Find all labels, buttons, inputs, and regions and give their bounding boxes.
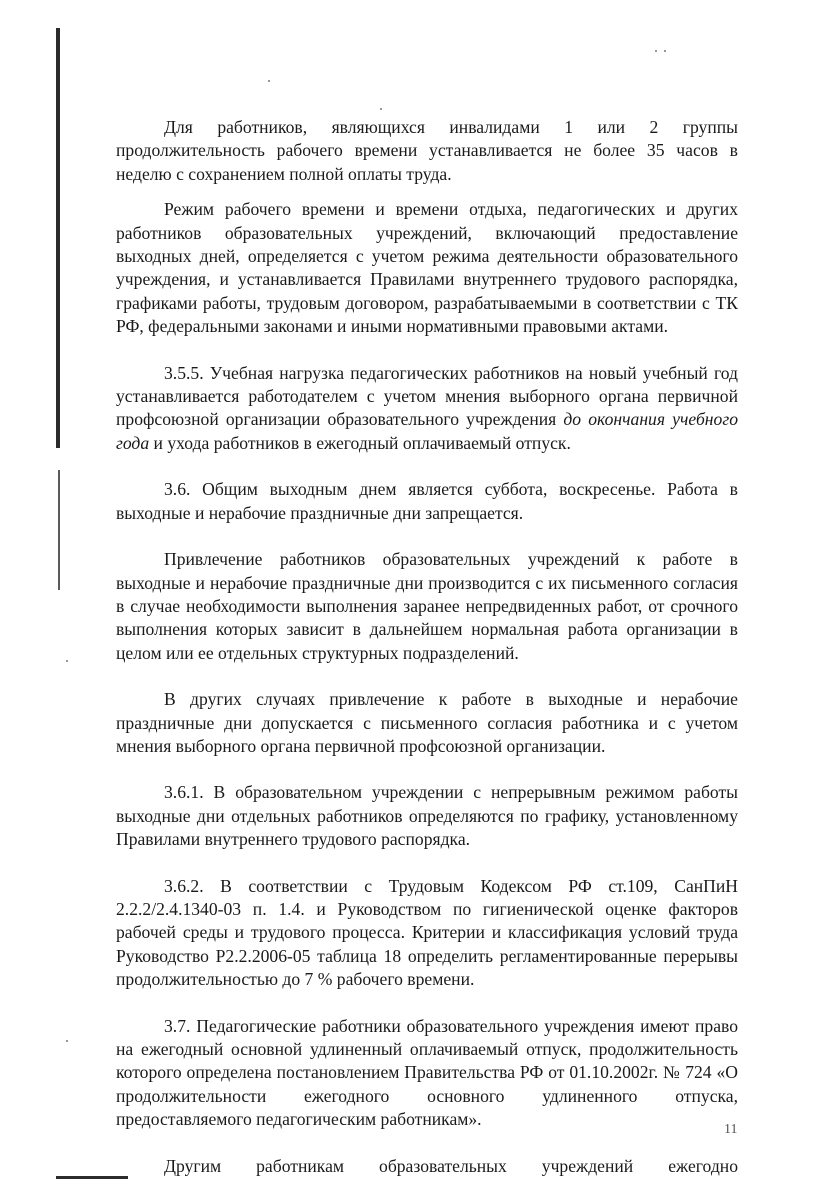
scan-speck xyxy=(268,80,270,82)
paragraph-3-5-5-emphasis: до окончания учебного года xyxy=(116,409,738,453)
scan-speck xyxy=(66,660,68,662)
page-number: 11 xyxy=(724,1122,738,1137)
scan-speck xyxy=(66,1040,68,1042)
paragraph-3-6-2: 3.6.2. В соответствии с Трудовым Кодексом РФ ст.109, СанПиН 2.2.2/2.4.1340-03 п. 1.4. и Руководством по гигиенической оценке факторов рабочей среды и трудового процесса. Критерии и классификация условий труда Руководство Р2.2.2006-05 таблица 18 определить регламентированные перерывы продолжительностью до 7 % рабочего времени. xyxy=(116,875,738,990)
paragraph-3-6: 3.6. Общим выходным днем является суббота, воскресенье. Работа в выходные и нерабочие праздничные дни запрещается. xyxy=(116,479,738,523)
paragraph-3-6-1: 3.6.1. В образовательном учреждении с непрерывным режимом работы выходные дни отдельных работников определяются по графику, установленному Правилами внутреннего трудового распорядка. xyxy=(116,782,738,850)
document-body xyxy=(116,116,738,1178)
paragraph-3-7: 3.7. Педагогические работники образовательного учреждения имеют право на ежегодный основной удлиненный оплачиваемый отпуск, продолжительность которого определена постановлением Правительства РФ от 01.10.2002г. № 724 «О продолжительности ежегодного основного удлиненного отпуска, предоставляемого педагогическим работникам». xyxy=(116,1015,738,1130)
paragraph-3-5-5-text-end: и ухода работников в ежегодный оплачиваемый отпуск. xyxy=(149,432,571,453)
paragraph-3-5-5 xyxy=(116,362,738,456)
scan-speck xyxy=(664,50,666,52)
scan-edge-mark xyxy=(58,470,60,590)
scan-edge-mark xyxy=(56,28,60,448)
scan-speck xyxy=(380,108,382,110)
paragraph-other-workers: Другим работникам образовательных учреждений ежегодно xyxy=(164,1155,738,1176)
paragraph-other-cases: В других случаях привлечение к работе в выходные и нерабочие праздничные дни допускается с письменного согласия работника и с учетом мнения выборного органа первичной профсоюзной организации. xyxy=(116,689,738,756)
paragraph-3-5-5-text: 3.5.5. Учебная нагрузка педагогических работников на новый учебный год устанавливается работодателем с учетом мнения выборного органа первичной профсоюзной организации образовательного учреждения xyxy=(116,362,738,430)
paragraph-disabled-workers: Для работников, являющихся инвалидами 1 или 2 группы продолжительность рабочего времени устанавливается не более 35 часов в неделю с сохранением полной оплаты труда. xyxy=(116,117,738,184)
paragraph-weekend-work: Привлечение работников образовательных учреждений к работе в выходные и нерабочие праздничные дни производится с их письменного согласия в случае необходимости выполнения заранее непредвиденных работ, от срочного выполнения которых зависит в дальнейшем нормальная работа организации в целом или ее отдельных структурных подразделений. xyxy=(116,549,738,663)
paragraph-work-regime: Режим рабочего времени и времени отдыха, педагогических и других работников образовательных учреждений, включающий предоставление выходных дней, определяется с учетом режима деятельности образовательного учреждения, и устанавливается Правилами внутреннего трудового распорядка, графиками работы, трудовым договором, разрабатываемыми в соответствии с ТК РФ, федеральными законами и иными нормативными правовыми актами. xyxy=(116,199,738,337)
scan-speck xyxy=(655,50,657,52)
